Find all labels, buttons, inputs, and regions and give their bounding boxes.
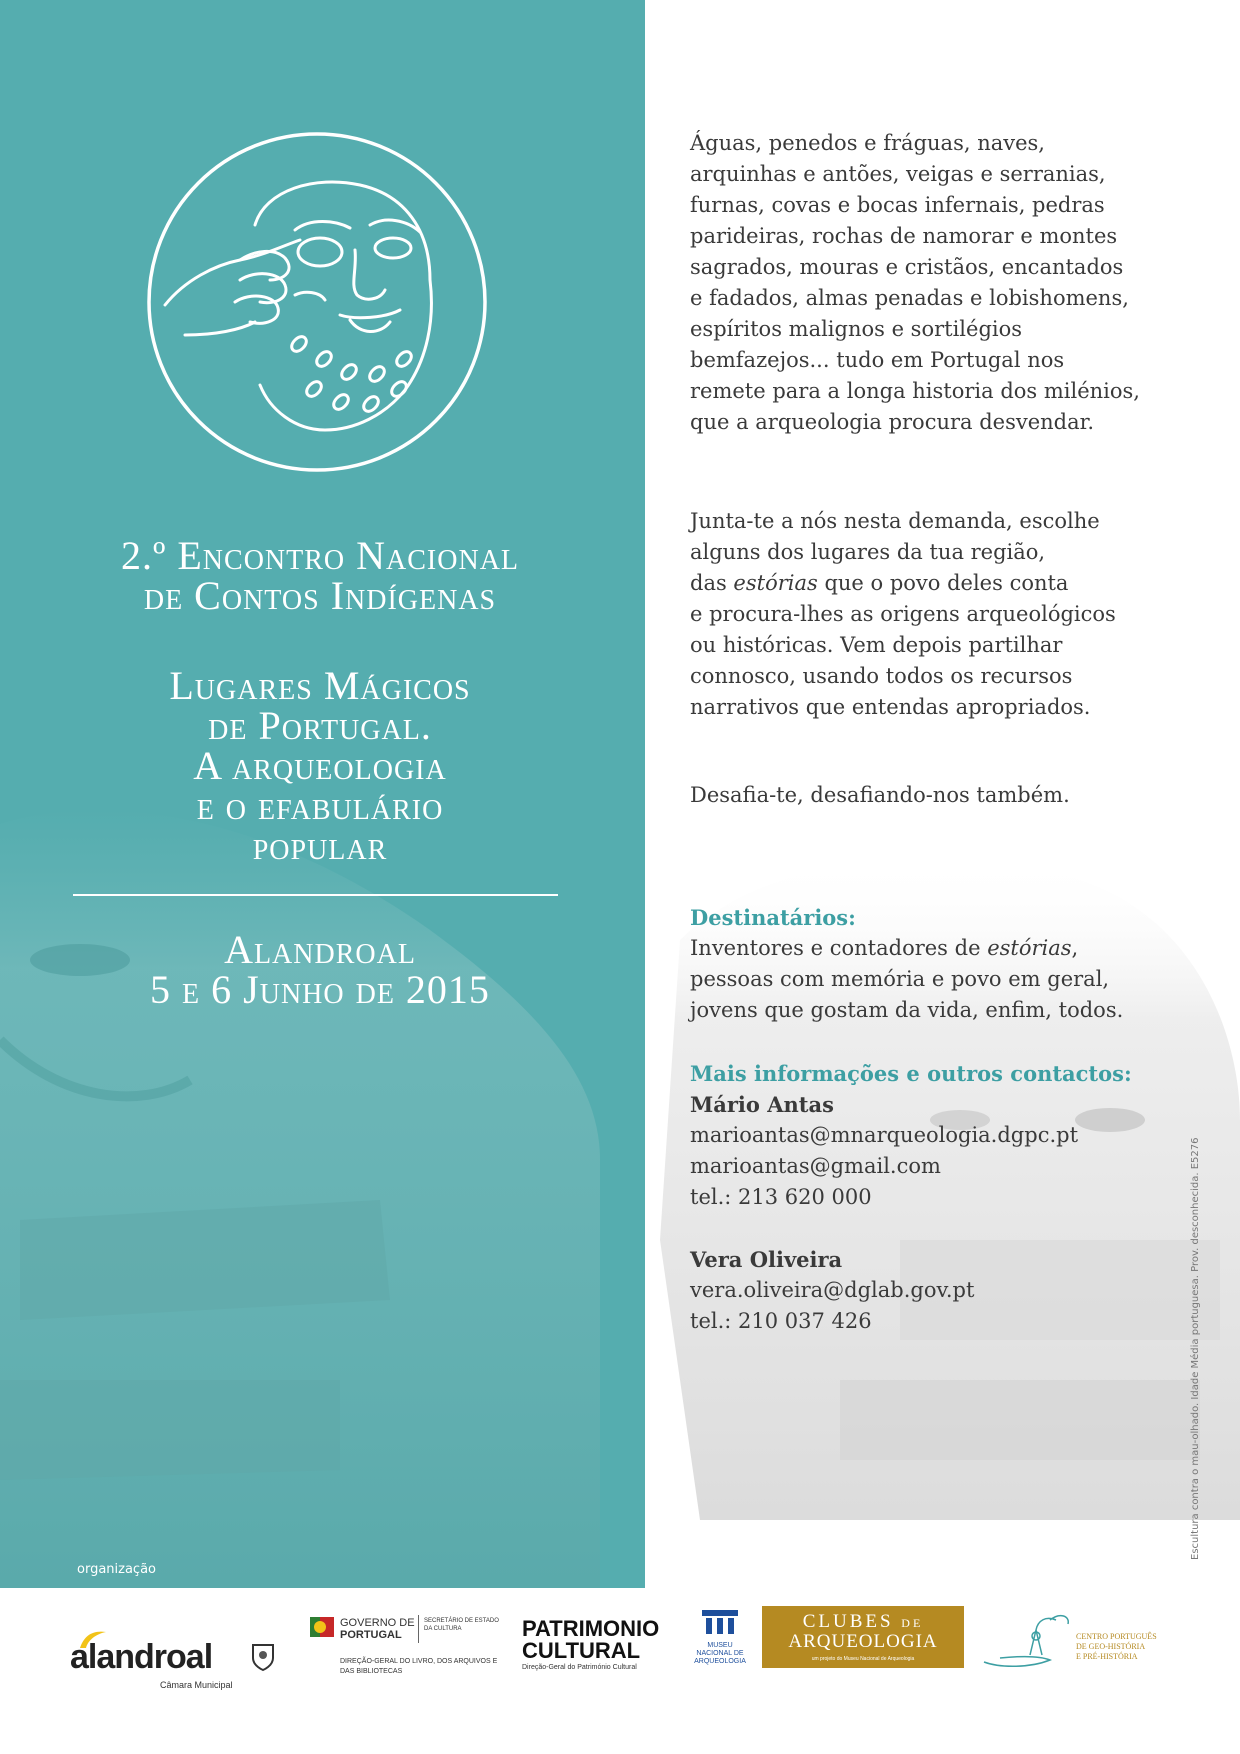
centro-geo-historia-logo — [980, 1610, 1180, 1690]
invitation-paragraph — [690, 506, 1116, 723]
intro-line: que a arqueologia procura desvendar. — [690, 410, 1095, 434]
patrimonio-line-1: PATRIMONIO — [522, 1616, 660, 1641]
governo-portugal-logo — [310, 1615, 510, 1695]
invitation-line: e procura-lhes as origens arqueológicos — [690, 602, 1116, 626]
audience-line — [690, 933, 1123, 964]
contact-name: Vera Oliveira — [690, 1247, 843, 1272]
photo-credit: Escultura contra o mau-olhado. Idade Média portuguesa. Prov. desconhecida. E5276 — [1190, 1137, 1201, 1560]
invitation-line: narrativos que entendas apropriados. — [690, 695, 1091, 719]
intro-line: parideiras, rochas de namorar e montes — [690, 224, 1118, 248]
title-line-2: de Contos Indígenas — [143, 573, 497, 618]
governo-line-1: GOVERNO DE — [340, 1617, 415, 1629]
event-subtitle — [40, 663, 600, 868]
event-place-date — [40, 927, 600, 1012]
museu-text — [690, 1642, 750, 1666]
invitation-line: alguns dos lugares da tua região, — [690, 540, 1046, 564]
organizacao-label: organização — [77, 1562, 156, 1577]
museu-line-3: ARQUEOLOGIA — [694, 1658, 746, 1665]
intro-line: remete para a longa historia dos milénios, — [690, 379, 1140, 403]
contact-email-link[interactable]: marioantas@gmail.com — [690, 1154, 941, 1178]
secretario-line-1: SECRETÁRIO DE ESTADO — [424, 1618, 499, 1624]
museu-line-1: MUSEU — [707, 1642, 733, 1649]
event-place: Alandroal — [224, 927, 416, 972]
event-title — [40, 533, 600, 618]
secretario-text — [424, 1617, 499, 1633]
alandroal-wordmark: alandroal — [70, 1638, 213, 1676]
alandroal-logo — [70, 1630, 290, 1690]
clubes-word: CLUBES — [802, 1611, 894, 1632]
contacts-section — [690, 1058, 1132, 1337]
audience-section — [690, 902, 1123, 1026]
contact-email-link[interactable]: marioantas@mnarqueologia.dgpc.pt — [690, 1123, 1079, 1147]
audience-text: , — [1071, 936, 1079, 960]
invitation-text: que o povo deles conta — [817, 571, 1069, 595]
portugal-flag-shield-icon — [310, 1615, 336, 1645]
audience-text: Inventores e contadores de — [690, 936, 988, 960]
patrimonio-cultural-logo — [522, 1618, 682, 1688]
invitation-text: das — [690, 571, 734, 595]
patrimonio-sub: Direção-Geral do Património Cultural — [522, 1664, 637, 1671]
intro-line: arquinhas e antões, veigas e serranias, — [690, 162, 1106, 186]
museum-building-icon — [700, 1608, 740, 1638]
centro-text — [1076, 1632, 1157, 1662]
governo-text — [340, 1617, 415, 1641]
stone-sculpture-photo-left — [0, 780, 645, 1588]
invitation-line — [690, 568, 1116, 599]
lamp-figure-icon — [980, 1610, 1072, 1680]
intro-line: Águas, penedos e fráguas, naves, — [690, 131, 1045, 155]
contact-phone: tel.: 210 037 426 — [690, 1309, 872, 1333]
invitation-line: Junta-te a nós nesta demanda, escolhe — [690, 509, 1100, 533]
contact-spacer — [690, 1213, 1132, 1244]
subtitle-line-2: de Portugal. — [208, 703, 432, 748]
intro-paragraph — [690, 128, 1140, 438]
invitation-line: ou históricas. Vem depois partilhar — [690, 633, 1063, 657]
centro-line-3: E PRÉ-HISTÓRIA — [1076, 1652, 1138, 1661]
mau-olhado-emblem-icon — [145, 130, 489, 474]
clubes-line-2: ARQUEOLOGIA — [788, 1631, 938, 1652]
subtitle-line-3: A arqueologia — [193, 743, 447, 788]
sponsor-logos — [0, 1590, 1240, 1754]
dglab-line-1: DIREÇÃO-GERAL DO LIVRO, DOS ARQUIVOS E — [340, 1658, 498, 1665]
audience-line: jovens que gostam da vida, enfim, todos. — [690, 998, 1124, 1022]
title-line-1: 2.º Encontro Nacional — [120, 533, 520, 578]
contact-name: Mário Antas — [690, 1092, 834, 1117]
audience-line: pessoas com memória e povo em geral, — [690, 967, 1110, 991]
patrimonio-line-2: CULTURAL — [522, 1638, 641, 1663]
coat-of-arms-icon — [250, 1642, 276, 1672]
museu-line-2: NACIONAL DE — [696, 1650, 744, 1657]
audience-heading: Destinatários: — [690, 905, 856, 930]
title-panel — [0, 0, 645, 1588]
contact-email-link[interactable]: vera.oliveira@dglab.gov.pt — [690, 1278, 975, 1302]
intro-line: furnas, covas e bocas infernais, pedras — [690, 193, 1105, 217]
divider-line — [73, 894, 558, 896]
audience-emphasis: estórias — [987, 936, 1072, 960]
subtitle-line-4: e o efabulário — [196, 783, 444, 828]
intro-line: sagrados, mouras e cristãos, encantados — [690, 255, 1124, 279]
centro-line-2: DE GEO-HISTÓRIA — [1076, 1642, 1146, 1651]
secretario-line-2: DA CULTURA — [424, 1626, 462, 1632]
clubes-sub: um projeto do Museu Nacional de Arqueologia — [811, 1656, 915, 1662]
intro-line: espíritos malignos e sortilégios — [690, 317, 1023, 341]
clubes-arqueologia-logo — [762, 1606, 964, 1668]
invitation-emphasis: estórias — [733, 571, 818, 595]
challenge-line: Desafia-te, desafiando-nos também. — [690, 783, 1070, 807]
event-date: 5 e 6 Junho de 2015 — [150, 967, 490, 1012]
clubes-de: DE — [901, 1616, 924, 1630]
subtitle-line-5: popular — [252, 823, 388, 868]
dglab-text — [340, 1657, 497, 1677]
clubes-line-1 — [762, 1612, 964, 1633]
invitation-line: connosco, usando todos os recursos — [690, 664, 1073, 688]
contacts-heading: Mais informações e outros contactos: — [690, 1061, 1132, 1086]
dglab-line-2: DAS BIBLIOTECAS — [340, 1668, 403, 1675]
contact-phone: tel.: 213 620 000 — [690, 1185, 872, 1209]
governo-divider — [418, 1615, 419, 1643]
intro-line: e fadados, almas penadas e lobishomens, — [690, 286, 1129, 310]
challenge-paragraph — [690, 780, 1070, 811]
museu-arqueologia-logo — [690, 1608, 750, 1698]
governo-line-2: PORTUGAL — [340, 1629, 402, 1641]
alandroal-subtitle: Câmara Municipal — [160, 1680, 233, 1690]
subtitle-line-1: Lugares Mágicos — [169, 663, 471, 708]
centro-line-1: CENTRO PORTUGUÊS — [1076, 1632, 1157, 1641]
intro-line: bemfazejos... tudo em Portugal nos — [690, 348, 1065, 372]
